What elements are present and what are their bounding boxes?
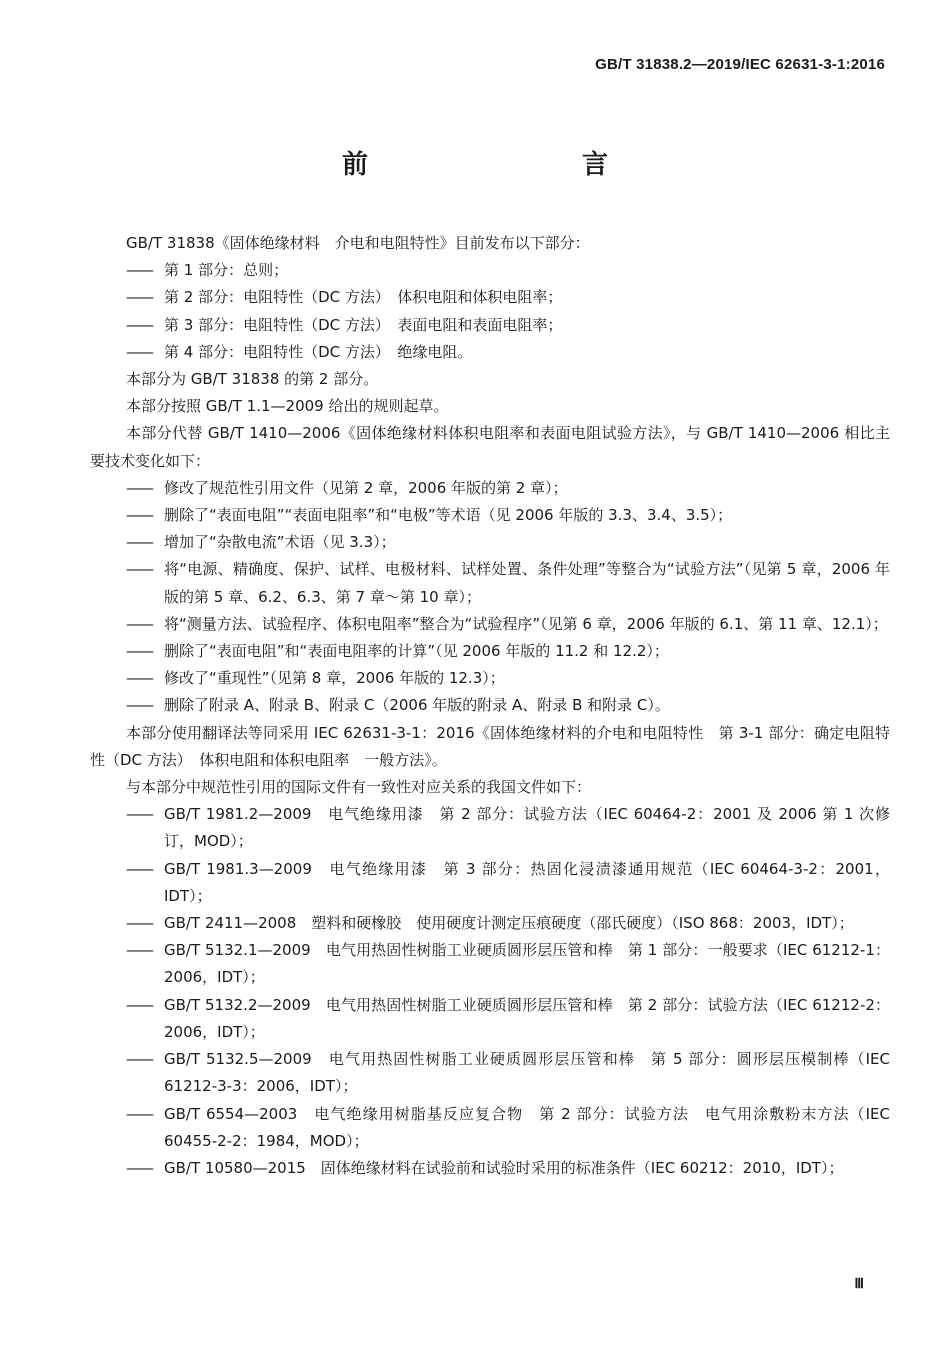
paragraph-drafting-rules: 本部分按照 GB/T 1.1—2009 给出的规则起草。: [126, 397, 449, 416]
dash-marker: ——: [126, 859, 152, 878]
document-body: [90, 230, 890, 1182]
list-item-text: 第 4 部分：电阻特性（DC 方法） 绝缘电阻。: [164, 342, 473, 361]
list-item-text: GB/T 2411—2008 塑料和硬橡胶 使用硬度计测定压痕硬度（邵氏硬度）（ISO 868：2003，IDT）；: [164, 914, 854, 933]
dash-marker: ——: [126, 342, 152, 361]
list-item-part: [90, 284, 890, 311]
list-item-text: 删除了“表面电阻”“表面电阻率”和“电极”等术语（见 2006 年版的 3.3、3.4、3.5）；: [164, 506, 733, 525]
dash-marker: ——: [126, 642, 152, 661]
list-item-reference: [90, 801, 890, 855]
list-item-change: [90, 692, 890, 719]
list-item-reference: [90, 856, 890, 910]
list-item-change: [90, 502, 890, 529]
list-item-text: 第 1 部分：总则；: [164, 261, 289, 280]
dash-marker: ——: [126, 696, 152, 715]
standard-code-header: GB/T 31838.2—2019/IEC 62631-3-1:2016: [595, 56, 885, 73]
list-item-reference: [90, 992, 890, 1046]
list-item-text: GB/T 1981.2—2009 电气绝缘用漆 第 2 部分：试验方法（IEC 60464-2：2001 及 2006 第 1 次修订，MOD）；: [164, 805, 890, 851]
dash-marker: ——: [126, 669, 152, 688]
list-item-text: GB/T 5132.1—2009 电气用热固性树脂工业硬质圆形层压管和棒 第 1 部分：一般要求（IEC 61212-1：2006，IDT）；: [164, 941, 890, 987]
dash-marker: ——: [126, 533, 152, 552]
paragraph-references-intro: 与本部分中规范性引用的国际文件有一致性对应关系的我国文件如下：: [126, 778, 592, 797]
dash-marker: ——: [126, 914, 152, 933]
page-number: Ⅲ: [854, 1277, 864, 1292]
dash-marker: ——: [126, 1050, 152, 1069]
list-item-text: GB/T 1981.3—2009 电气绝缘用漆 第 3 部分：热固化浸渍漆通用规范（IEC 60464-3-2：2001，IDT）；: [164, 859, 890, 905]
dash-marker: ——: [126, 805, 152, 824]
list-item-text: GB/T 6554—2003 电气绝缘用树脂基反应复合物 第 2 部分：试验方法 电气用涂敷粉末方法（IEC 60455-2-2：1984，MOD）；: [164, 1104, 890, 1150]
dash-marker: ——: [126, 614, 152, 633]
dash-marker: ——: [126, 478, 152, 497]
dash-marker: ——: [126, 261, 152, 280]
list-item-change: [90, 475, 890, 502]
dash-marker: ——: [126, 995, 152, 1014]
list-item-text: 第 2 部分：电阻特性（DC 方法） 体积电阻和体积电阻率；: [164, 288, 563, 307]
dash-marker: ——: [126, 1158, 152, 1177]
list-item-text: GB/T 5132.5—2009 电气用热固性树脂工业硬质圆形层压管和棒 第 5 部分：圆形层压模制棒（IEC 61212-3-3：2006，IDT）；: [164, 1050, 890, 1096]
list-item-text: 删除了“表面电阻”和“表面电阻率的计算”（见 2006 年版的 11.2 和 12.2）；: [164, 642, 669, 661]
paragraph-part-statement: 本部分为 GB/T 31838 的第 2 部分。: [126, 370, 379, 389]
list-item-text: 第 3 部分：电阻特性（DC 方法） 表面电阻和表面电阻率；: [164, 315, 563, 334]
dash-marker: ——: [126, 315, 152, 334]
list-item-text: 删除了附录 A、附录 B、附录 C（2006 年版的附录 A、附录 B 和附录 C）。: [164, 696, 670, 715]
list-item-reference: [90, 1155, 890, 1182]
list-item-change: [90, 665, 890, 692]
paragraph-replacement: 本部分代替 GB/T 1410—2006《固体绝缘材料体积电阻率和表面电阻试验方法》，与 GB/T 1410—2006 相比主要技术变化如下：: [90, 424, 890, 470]
list-item-reference: [90, 937, 890, 991]
list-item-text: GB/T 10580—2015 固体绝缘材料在试验前和试验时采用的标准条件（IEC 60212：2010，IDT）；: [164, 1158, 844, 1177]
dash-marker: ——: [126, 1104, 152, 1123]
dash-marker: ——: [126, 560, 152, 579]
list-item-text: 修改了规范性引用文件（见第 2 章，2006 年版的第 2 章）；: [164, 478, 568, 497]
list-item-part: [90, 339, 890, 366]
list-item-text: 将“电源、精确度、保护、试样、电极材料、试样处置、条件处理”等整合为“试验方法”（见第 5 章，2006 年版的第 5 章、6.2、6.3、第 7 章～第 10 章）；: [164, 560, 890, 606]
list-item-text: 修改了“重现性”（见第 8 章，2006 年版的 12.3）；: [164, 669, 505, 688]
list-item-text: 增加了“杂散电流”术语（见 3.3）；: [164, 533, 396, 552]
list-item-part: [90, 257, 890, 284]
list-item-change: [90, 556, 890, 610]
list-item-reference: [90, 1046, 890, 1100]
list-item-change: [90, 611, 890, 638]
dash-marker: ——: [126, 288, 152, 307]
list-item-change: [90, 638, 890, 665]
list-item-part: [90, 312, 890, 339]
list-item-change: [90, 529, 890, 556]
paragraph-series-intro: GB/T 31838《固体绝缘材料 介电和电阻特性》目前发布以下部分：: [126, 234, 590, 252]
list-item-reference: [90, 910, 890, 937]
list-item-text: 将“测量方法、试验程序、体积电阻率”整合为“试验程序”（见第 6 章，2006 年版的 6.1、第 11 章、12.1）；: [164, 614, 888, 633]
page-title: 前 言: [341, 150, 662, 180]
list-item-reference: [90, 1101, 890, 1155]
list-item-text: GB/T 5132.2—2009 电气用热固性树脂工业硬质圆形层压管和棒 第 2 部分：试验方法（IEC 61212-2：2006，IDT）；: [164, 995, 890, 1041]
dash-marker: ——: [126, 941, 152, 960]
dash-marker: ——: [126, 506, 152, 525]
paragraph-adoption: 本部分使用翻译法等同采用 IEC 62631-3-1：2016《固体绝缘材料的介电和电阻特性 第 3-1 部分：确定电阻特性（DC 方法） 体积电阻和体积电阻率 一般方法》。: [90, 723, 890, 769]
